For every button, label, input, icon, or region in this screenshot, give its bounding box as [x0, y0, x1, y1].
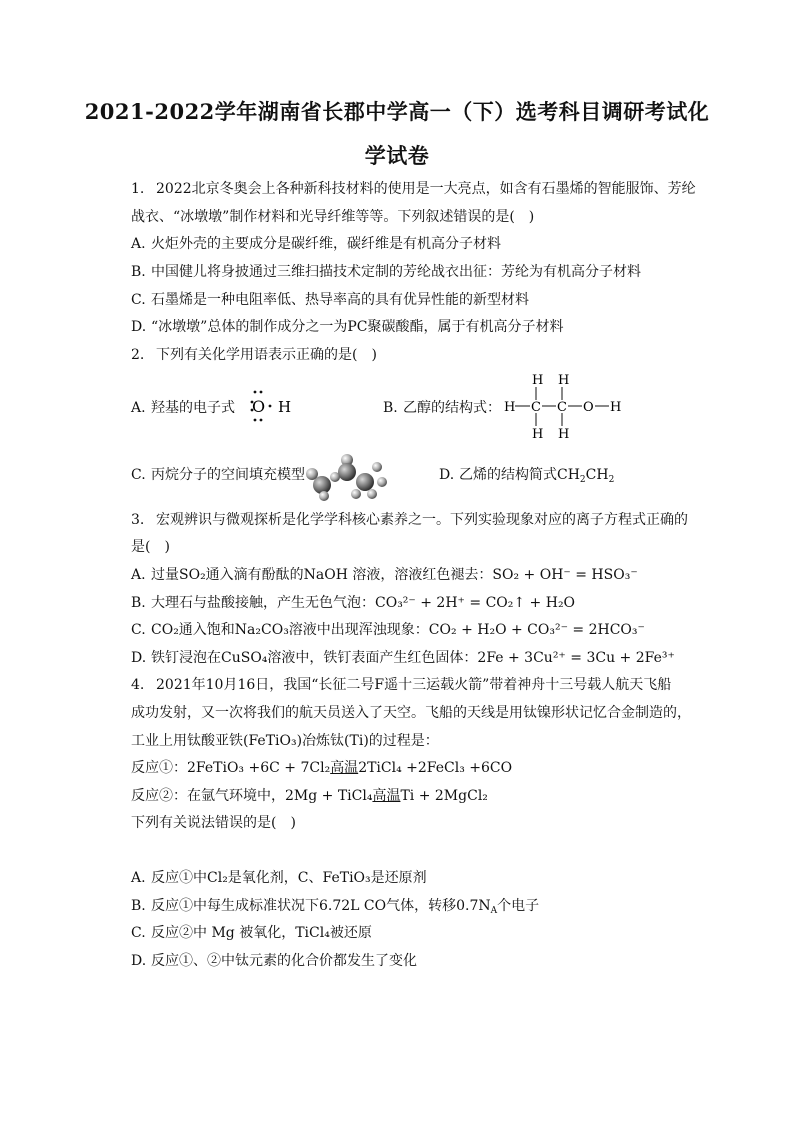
q4-reaction-2: 反应②：在氩气环境中，2Mg + TiCl₄高温Ti + 2MgCl₂ — [131, 788, 488, 804]
q2-option-d: D. 乙烯的结构简式$CH_2CH_2$ — [439, 467, 615, 485]
paper-title-line2: 学试卷 — [364, 143, 430, 168]
q4-stem-line1: 4. 2021年10月16日，我国“长征二号F遥十三运载火箭”带着神舟十三号载人航天飞船 — [131, 677, 672, 693]
q3-stem-line2: 是( ) — [131, 539, 170, 555]
atom-h: H — [558, 373, 570, 388]
q2-stem: 2. 下列有关化学用语表示正确的是( ) — [131, 347, 377, 363]
q4-reaction-1: 反应①：2FeTiO₃ +6C + 7Cl₂高温2TiCl₄ +2FeCl₃ +6CO — [131, 760, 513, 776]
q2-number: 2. — [131, 347, 145, 363]
q2-option-b: B. 乙醇的结构式： — [383, 400, 501, 416]
atom-c: C — [531, 400, 541, 415]
q2-option-a: A. 羟基的电子式 — [131, 400, 235, 416]
q1-option-a: A. 火炬外壳的主要成分是碳纤维，碳纤维是有机高分子材料 — [131, 236, 501, 252]
q3-stem-line1: 3. 宏观辨识与微观探析是化学学科核心素养之一。下列实验现象对应的离子方程式正确的 — [131, 512, 688, 528]
atom-c: C — [557, 400, 567, 415]
q4-number: 4. — [131, 677, 145, 693]
q4-stem-line2: 成功发射，又一次将我们的航天员送入了天空。飞船的天线是用钛镍形状记忆合金制造的， — [131, 705, 691, 721]
q4-stem-last: 下列有关说法错误的是( ) — [131, 815, 296, 831]
atom-o: O — [583, 400, 594, 415]
propane-space-filling-model — [302, 452, 392, 502]
paper-title-line1: 2021-2022学年湖南省长郡中学高一（下）选考科目调研考试化 — [84, 99, 710, 124]
q3-number: 3. — [131, 512, 145, 528]
atom-h: H — [532, 373, 544, 388]
reaction-condition: 高温 — [372, 788, 401, 804]
q3-option-c: C. CO₂通入饱和Na₂CO₃溶液中出现浑浊现象：CO₂ + H₂O + CO₃²⁻ = 2HCO₃⁻ — [131, 622, 645, 638]
q4-stem-line3: 工业上用钛酸亚铁(FeTiO₃)冶炼钛(Ti)的过程是： — [131, 733, 439, 749]
q4-option-d: D. 反应①、②中钛元素的化合价都发生了变化 — [131, 953, 417, 969]
hydroxyl-electron-formula — [240, 386, 300, 426]
hydroxyl-h-atom: H — [278, 398, 292, 416]
q3-option-a: A. 过量SO₂通入滴有酚酞的NaOH 溶液，溶液红色褪去：SO₂ + OH⁻ = HSO₃⁻ — [131, 567, 638, 583]
q1-option-b: B. 中国健儿将身披通过三维扫描技术定制的芳纶战衣出征：芳纶为有机高分子材料 — [131, 264, 641, 280]
atom-h: H — [610, 400, 622, 415]
q1-number: 1. — [131, 181, 145, 197]
q4-option-a: A. 反应①中Cl₂是氧化剂，C、FeTiO₃是还原剂 — [131, 870, 427, 886]
q4-option-b: B. 反应①中每生成标准状况下6.72L CO气体，转移$0.7N_A$个电子 — [131, 898, 540, 916]
q3-option-b: B. 大理石与盐酸接触，产生无色气泡：CO₃²⁻ + 2H⁺ = CO₂↑ + H₂O — [131, 595, 576, 611]
q1-stem-line2: 战衣、“冰墩墩”制作材料和光导纤维等等。下列叙述错误的是( ) — [131, 209, 535, 225]
q2-option-c: C. 丙烷分子的空间填充模型 — [131, 467, 305, 483]
q1-stem-line1: 1. 2022北京冬奥会上各种新科技材料的使用是一大亮点，如含有石墨烯的智能服饰、芳纶 — [131, 181, 696, 197]
atom-h: H — [558, 427, 570, 442]
ethanol-structural-formula — [500, 370, 630, 442]
q1-option-d: D. “冰墩墩”总体的制作成分之一为PC聚碳酸酯，属于有机高分子材料 — [131, 319, 564, 335]
atom-h: H — [532, 427, 544, 442]
atom-h: H — [504, 400, 516, 415]
reaction-condition: 高温 — [330, 760, 359, 776]
hydroxyl-o-atom: O — [252, 397, 266, 416]
q1-option-c: C. 石墨烯是一种电阻率低、热导率高的具有优异性能的新型材料 — [131, 292, 529, 308]
q3-option-d: D. 铁钉浸泡在CuSO₄溶液中，铁钉表面产生红色固体：2Fe + 3Cu²⁺ = 3Cu + 2Fe³⁺ — [131, 650, 675, 666]
q4-option-c: C. 反应②中 Mg 被氧化，TiCl₄被还原 — [131, 925, 372, 941]
